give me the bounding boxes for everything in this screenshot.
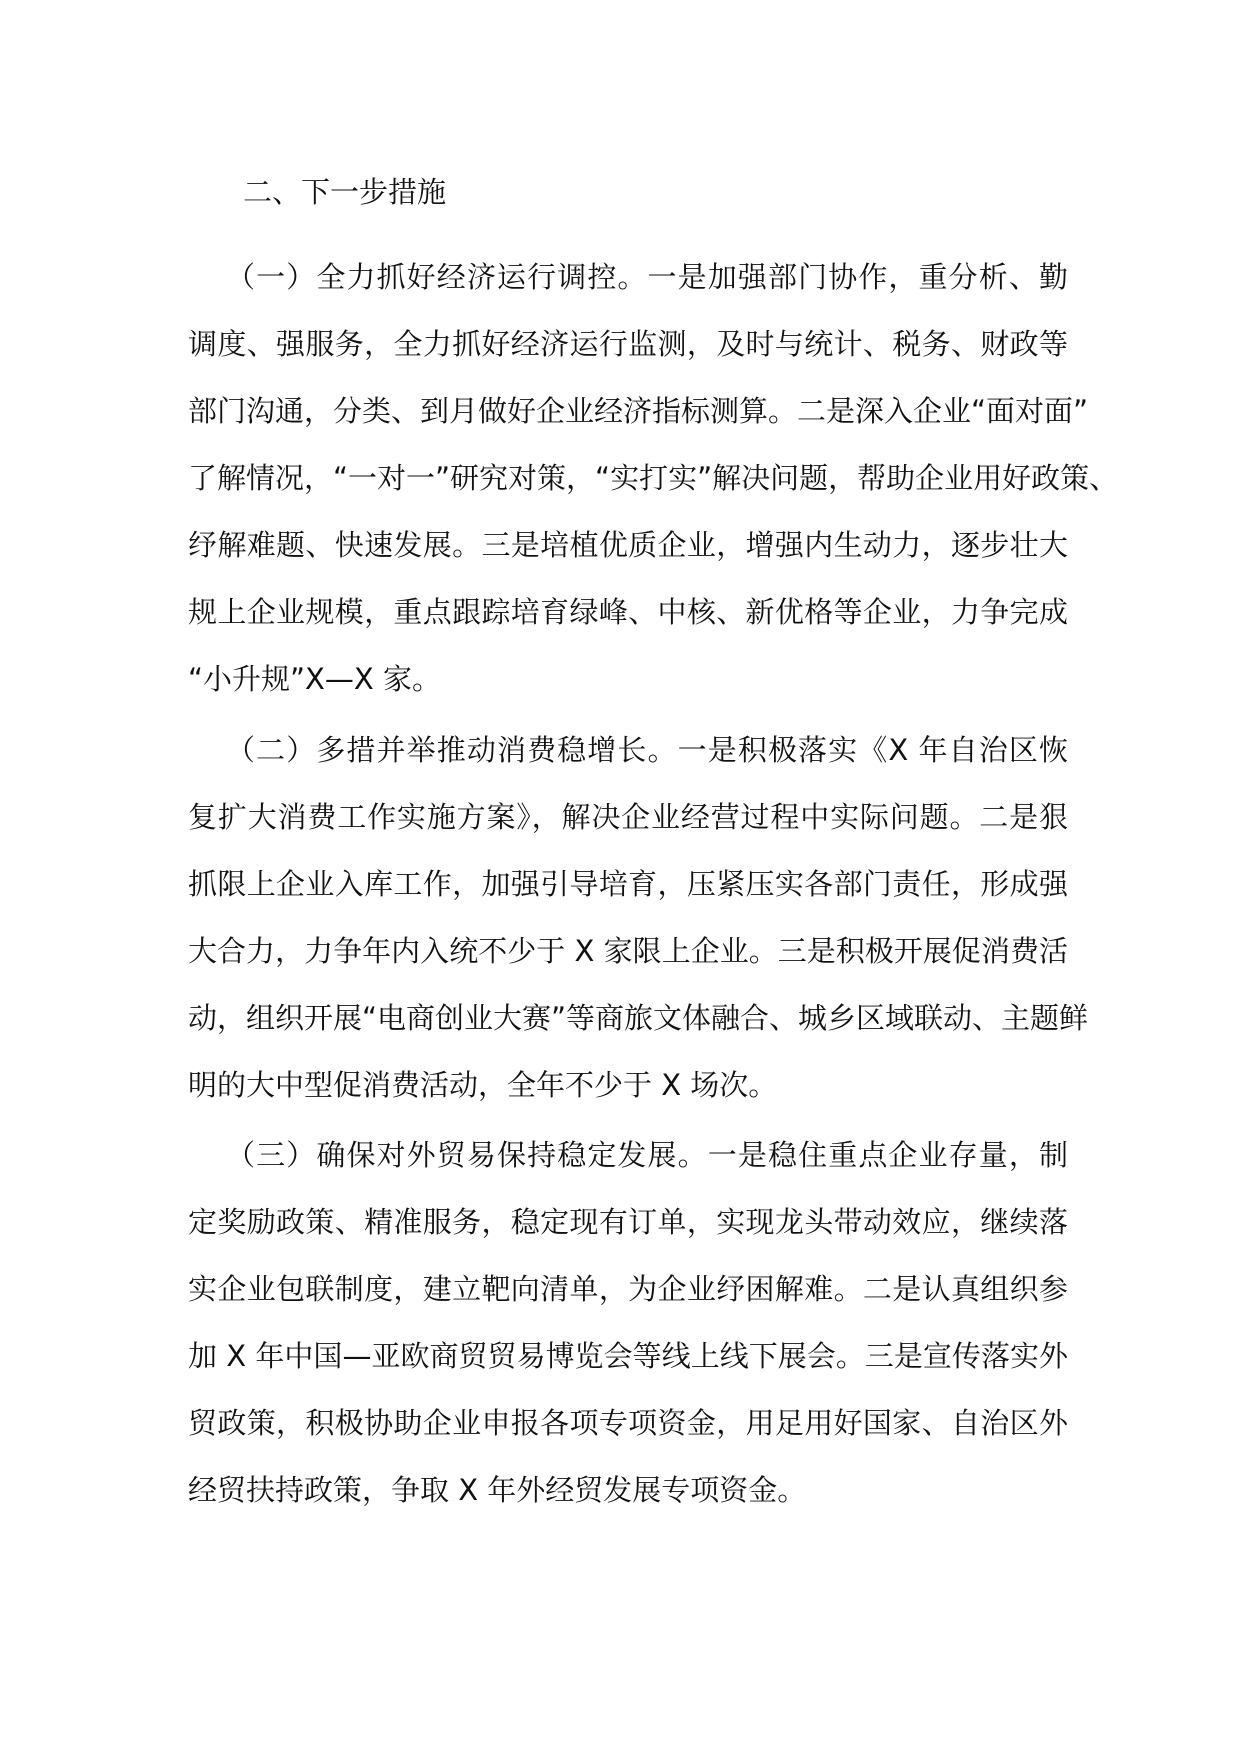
paragraph-1	[188, 257, 1119, 726]
paragraph-line: 加 X 年中国—亚欧商贸贸易博览会等线上线下展会。三是宣传落实外	[188, 1339, 1068, 1373]
paragraph-2	[188, 730, 1089, 1132]
paragraph-line: 复扩大消费工作实施方案》，解决企业经营过程中实际问题。二是狠	[188, 800, 1068, 834]
paragraph-line: 明的大中型促消费活动，全年不少于 X 场次。	[188, 1068, 778, 1102]
paragraph-line: 大合力，力争年内入统不少于 X 家限上企业。三是积极开展促消费活	[188, 934, 1068, 968]
paragraph-line: 实企业包联制度，建立靶向清单，为企业纾困解难。二是认真组织参	[188, 1272, 1068, 1306]
paragraph-line: 纾解难题、快速发展。三是培植优质企业，增强内生动力，逐步壮大	[188, 528, 1068, 562]
section-heading: 二、下一步措施	[243, 175, 447, 209]
paragraph-3	[188, 1135, 1068, 1537]
paragraph-line: 动，组织开展“电商创业大赛”等商旅文体融合、城乡区域联动、主题鲜	[188, 1001, 1089, 1035]
paragraph-line: 部门沟通，分类、到月做好企业经济指标测算。二是深入企业“面对面”	[188, 394, 1089, 428]
paragraph-line: 贸政策，积极协助企业申报各项专项资金，用足用好国家、自治区外	[188, 1406, 1068, 1440]
paragraph-line: 调度、强服务，全力抓好经济运行监测，及时与统计、税务、财政等	[188, 327, 1068, 361]
paragraph-line: （三）确保对外贸易保持稳定发展。一是稳住重点企业存量，制	[226, 1138, 1068, 1172]
paragraph-line: 经贸扶持政策，争取 X 年外经贸发展专项资金。	[188, 1473, 807, 1507]
paragraph-line: （一）全力抓好经济运行调控。一是加强部门协作，重分析、勤	[226, 260, 1068, 294]
paragraph-line: “小升规”X—X 家。	[188, 662, 441, 696]
paragraph-line: （二）多措并举推动消费稳增长。一是积极落实《X 年自治区恢	[226, 733, 1068, 767]
paragraph-line: 定奖励政策、精准服务，稳定现有订单，实现龙头带动效应，继续落	[188, 1205, 1068, 1239]
paragraph-line: 了解情况，“一对一”研究对策，“实打实”解决问题，帮助企业用好政策、	[188, 461, 1119, 495]
paragraph-line: 抓限上企业入库工作，加强引导培育，压紧压实各部门责任，形成强	[188, 867, 1068, 901]
paragraph-line: 规上企业规模，重点跟踪培育绿峰、中核、新优格等企业，力争完成	[188, 595, 1068, 629]
